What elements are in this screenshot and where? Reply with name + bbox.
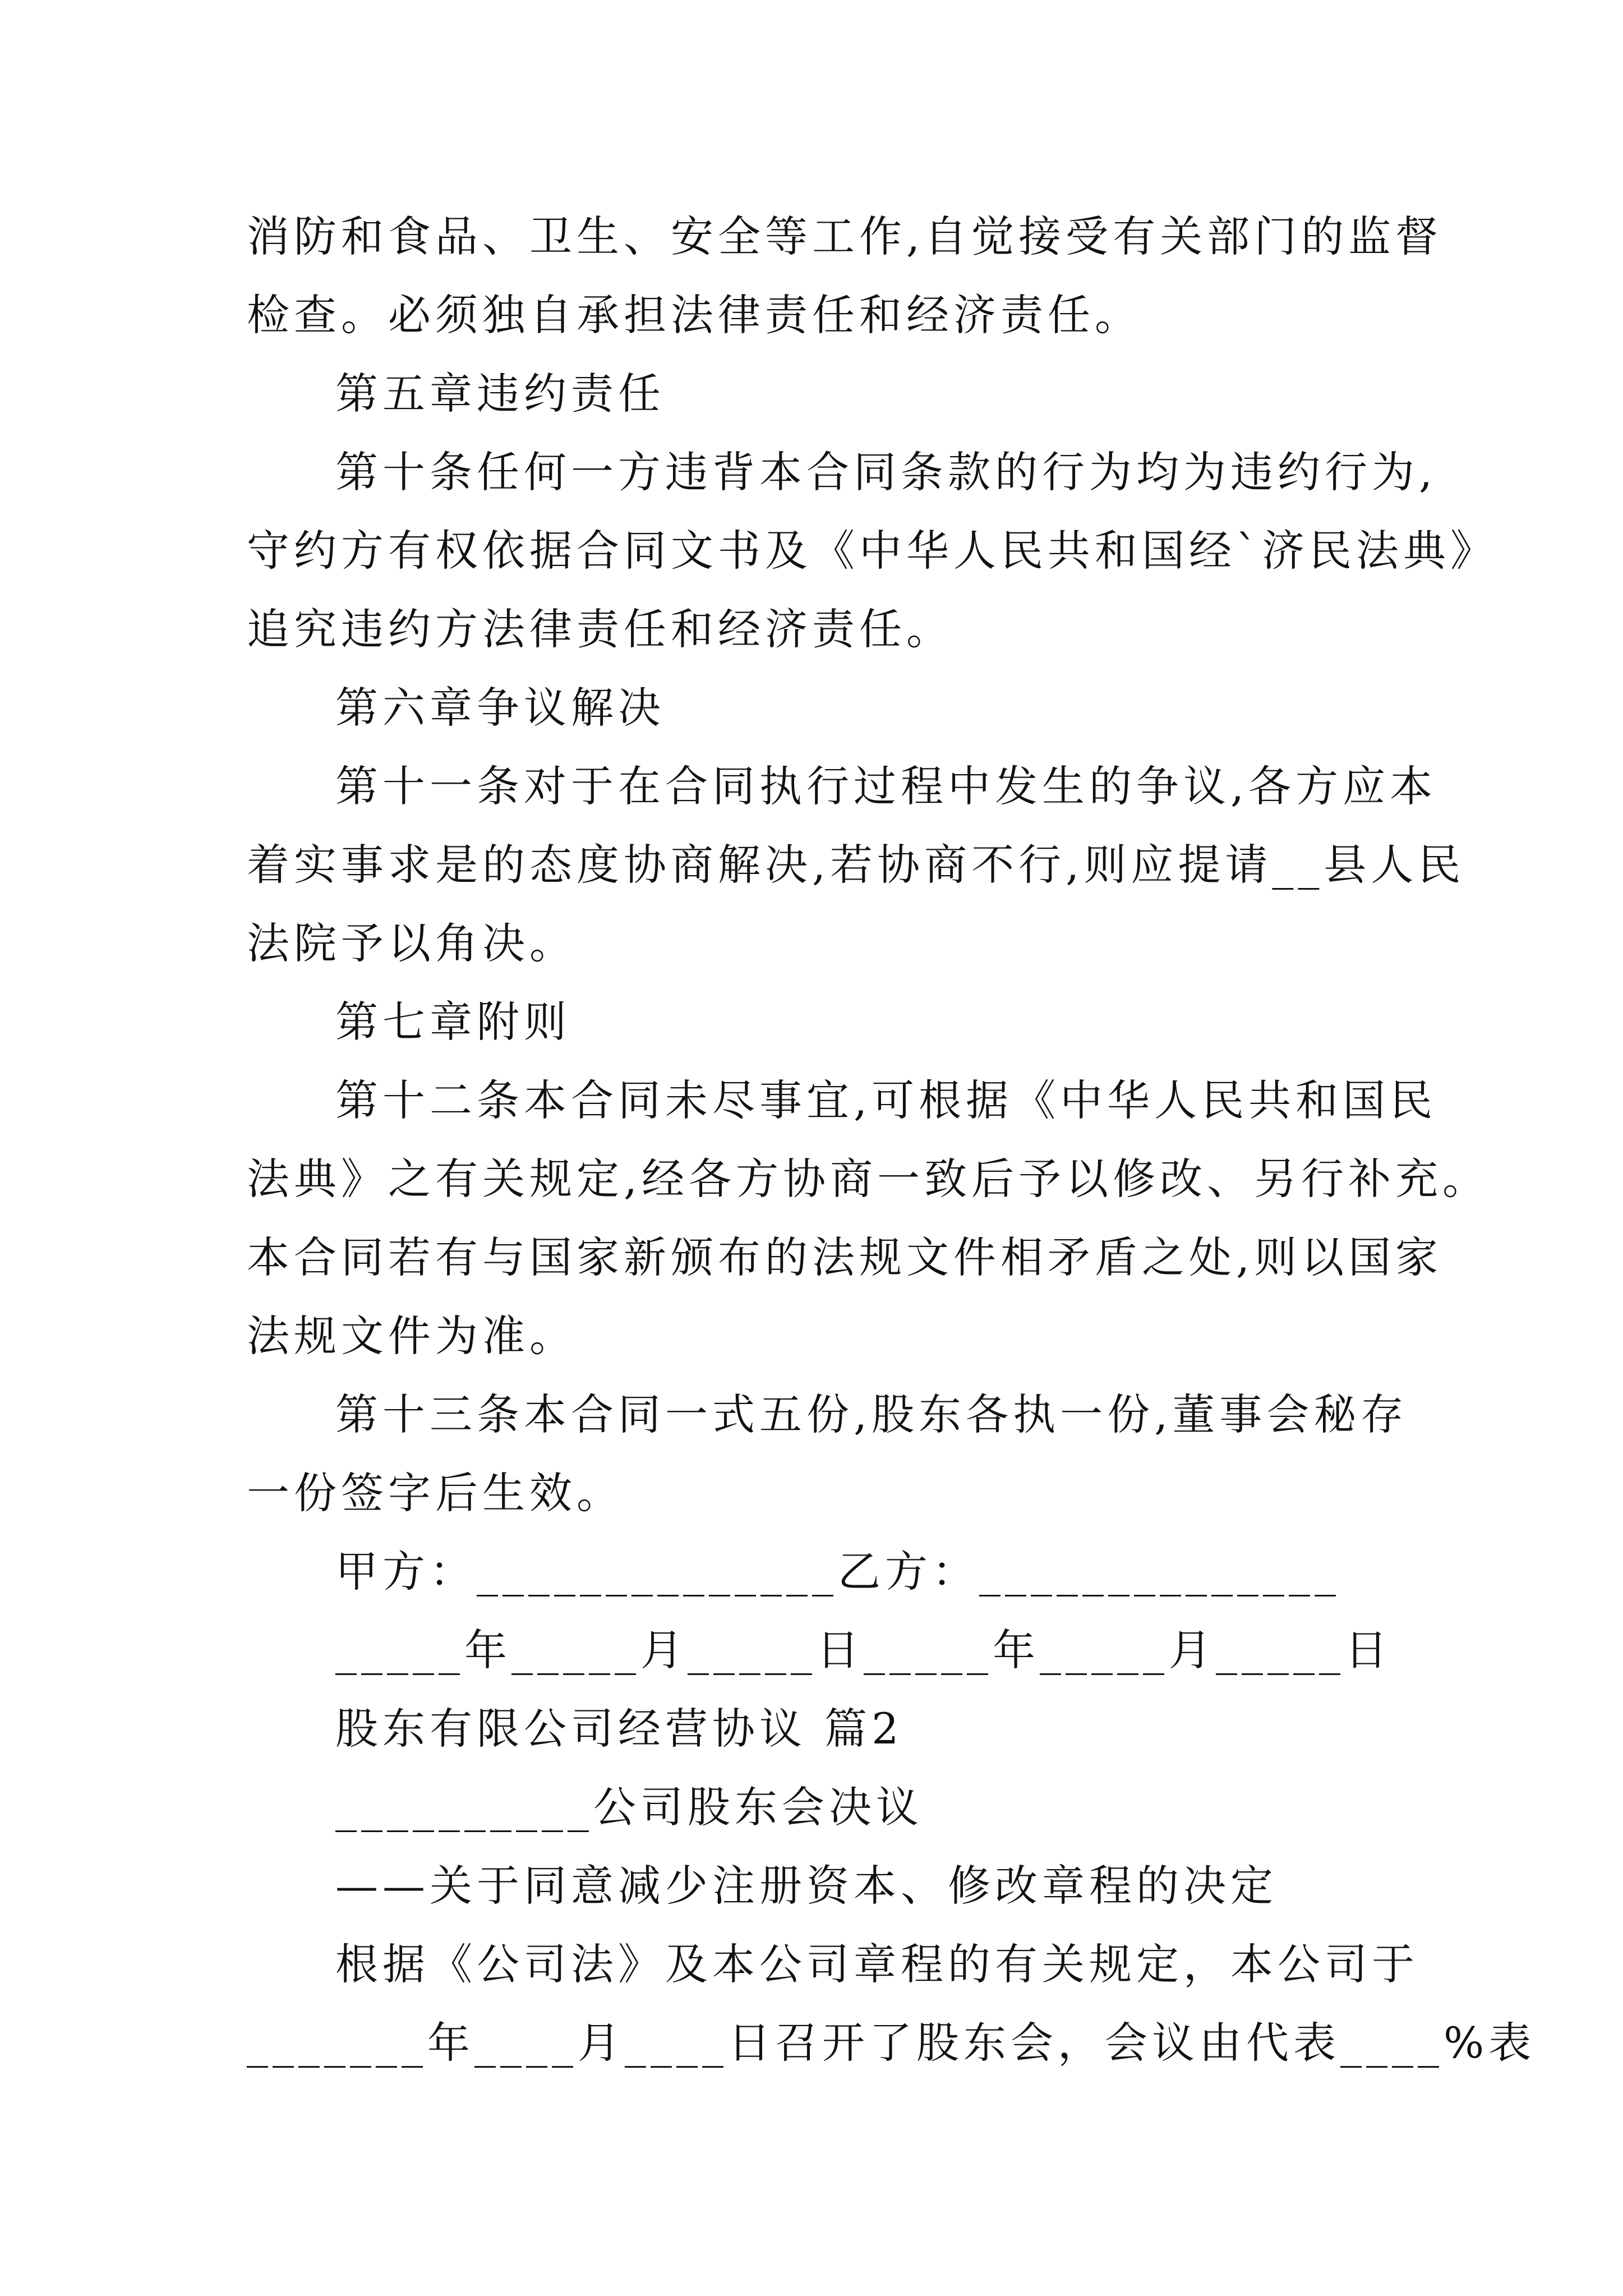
text-line: 第十三条本合同一式五份,股东各执一份,董事会秘存	[335, 1389, 1408, 1439]
chapter-heading: 第七章附则	[335, 997, 571, 1047]
resolution-subtitle: ——关于同意减少注册资本、修改章程的决定	[335, 1861, 1278, 1911]
date-line: _____年_____月_____日_____年_____月_____日	[335, 1625, 1392, 1675]
text-line: 一份签字后生效。	[247, 1468, 624, 1518]
resolution-title: __________公司股东会决议	[335, 1782, 923, 1832]
section-title: 股东有限公司经营协议 篇2	[335, 1704, 903, 1754]
text-line: 根据《公司法》及本公司章程的有关规定，本公司于	[335, 1939, 1419, 1989]
signature-line: 甲方：______________乙方：______________	[335, 1547, 1340, 1596]
text-line: 法典》之有关规定,经各方协商一致后予以修改、另行补充。	[247, 1154, 1490, 1204]
chapter-heading: 第六章争议解决	[335, 683, 665, 733]
chapter-heading: 第五章违约责任	[335, 369, 665, 418]
text-line: 第十条任何一方违背本合同条款的行为均为违约行为,	[335, 447, 1437, 497]
text-line: 第十二条本合同未尽事宜,可根据《中华人民共和国民	[335, 1075, 1437, 1125]
text-line: 法规文件为准。	[247, 1311, 577, 1361]
text-line: 守约方有权依据合同文书及《中华人民共和国经`济民法典》	[247, 526, 1497, 576]
text-line: 检查。必须独自承担法律责任和经济责任。	[247, 290, 1142, 340]
text-line: 消防和食品、卫生、安全等工作,自觉接受有关部门的监督	[247, 211, 1443, 261]
text-line: 本合同若有与国家新颁布的法规文件相矛盾之处,则以国家	[247, 1232, 1443, 1282]
text-line: 追究违约方法律责任和经济责任。	[247, 604, 953, 654]
text-line: _______年____月____日召开了股东会，会议由代表____%表	[247, 2018, 1536, 2068]
text-line: 法院予以角决。	[247, 918, 577, 968]
text-line: 第十一条对于在合同执行过程中发生的争议,各方应本	[335, 761, 1437, 811]
text-line: 着实事求是的态度协商解决,若协商不行,则应提请__县人民	[247, 840, 1465, 890]
